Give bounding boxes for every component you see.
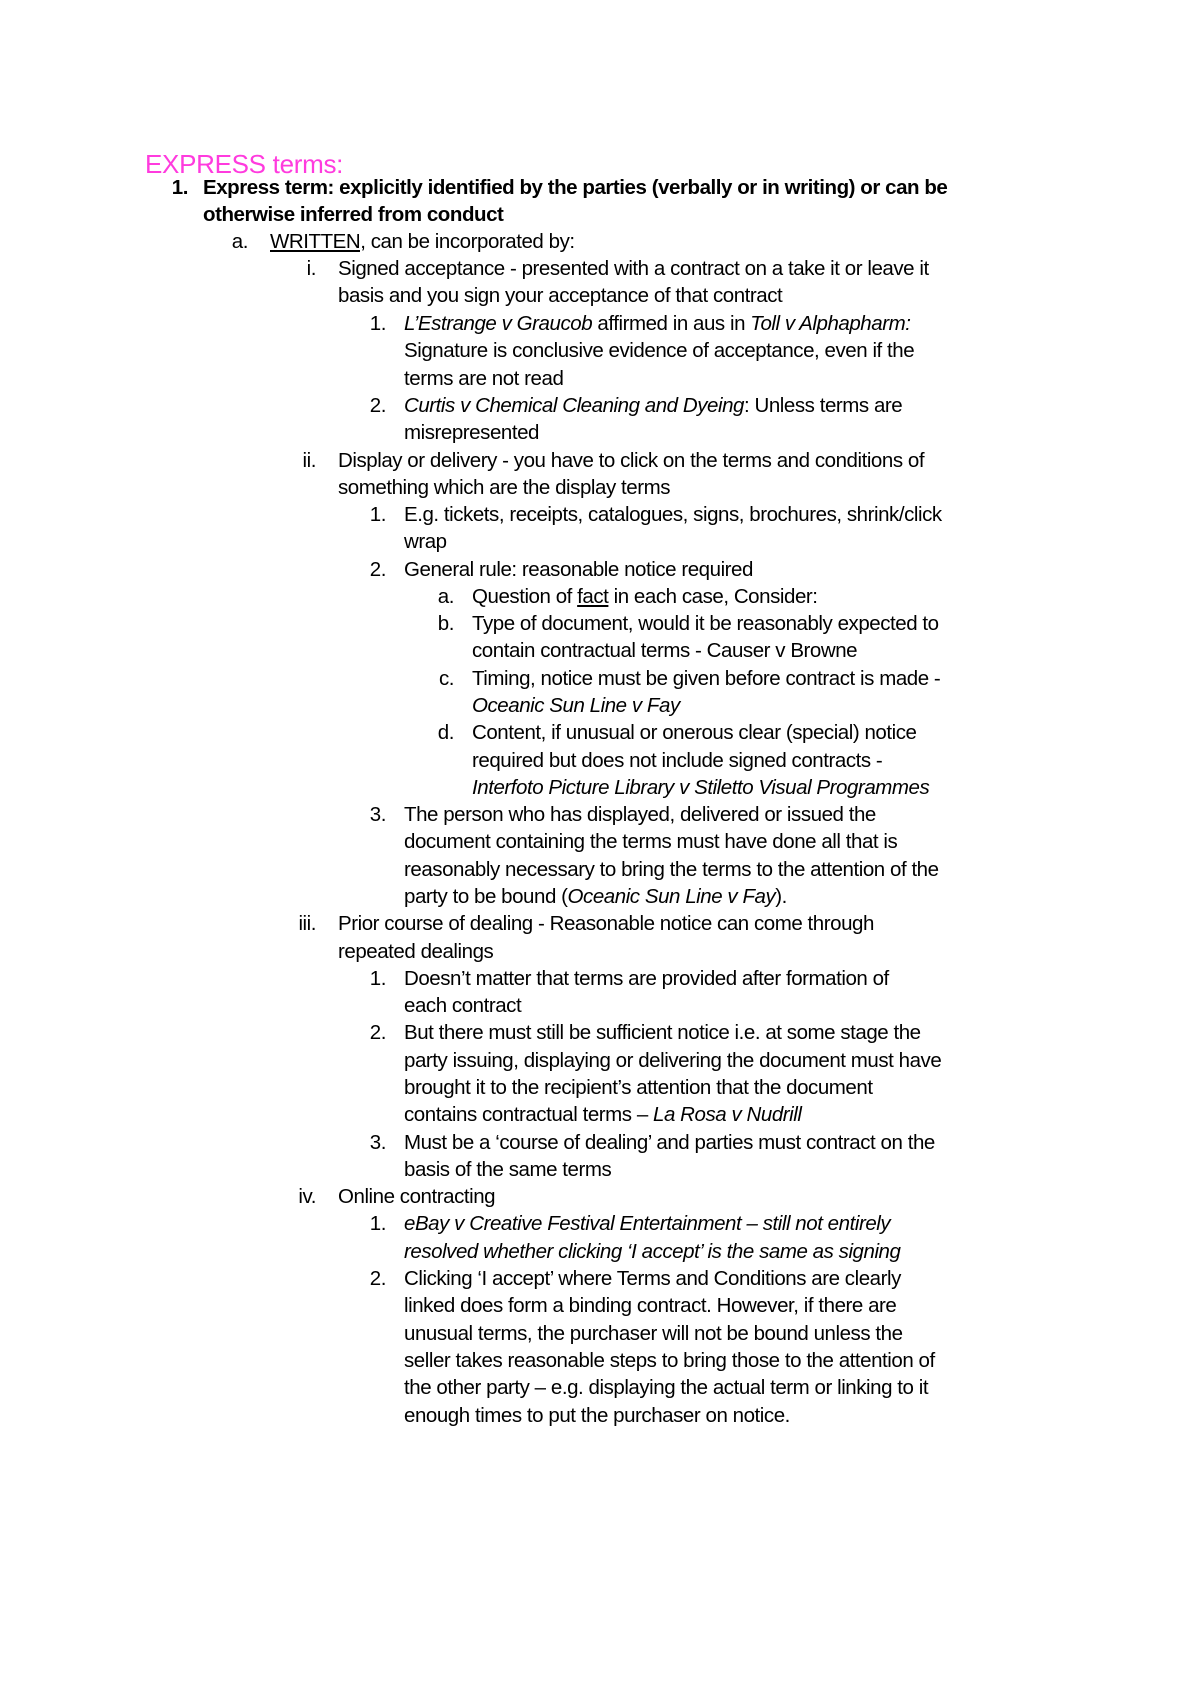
text-run: Online contracting — [338, 1185, 496, 1208]
text-line — [404, 309, 910, 338]
text-line — [338, 473, 670, 502]
text-run: Prior course of dealing - Reasonable notice can come through — [338, 912, 874, 935]
list-marker: d. — [437, 721, 454, 744]
text-line — [404, 1128, 935, 1157]
text-run: : Unless terms are — [744, 394, 903, 417]
text-run: in each case, Consider: — [608, 585, 818, 608]
text-line — [404, 391, 902, 420]
text-run: unusual terms, the purchaser will not be bound unless the — [404, 1322, 903, 1345]
text-line — [404, 1046, 941, 1075]
text-run: linked does form a binding contract. However, if there are — [404, 1294, 897, 1317]
list-marker: iv. — [298, 1185, 316, 1208]
text-line — [472, 582, 818, 611]
list-marker: a. — [437, 585, 454, 608]
text-run: Content, if unusual or onerous clear (special) notice — [472, 721, 917, 744]
case-citation: La Rosa v Nudrill — [653, 1103, 802, 1126]
text-line — [404, 1155, 611, 1184]
text-line — [338, 281, 782, 310]
text-run: party issuing, displaying or delivering the document must have — [404, 1049, 942, 1072]
text-run: contain contractual terms - Causer v Browne — [472, 639, 858, 662]
list-marker: 2. — [369, 558, 386, 581]
text-line — [404, 527, 447, 556]
text-run: terms are not read — [404, 367, 564, 390]
text-line — [404, 991, 521, 1020]
text-line — [404, 336, 914, 365]
text-run: seller takes reasonable steps to bring those to the attention of — [404, 1349, 935, 1372]
text-run: basis and you sign your acceptance of that contract — [338, 284, 783, 307]
text-line — [472, 746, 882, 775]
text-run: party to be bound ( — [404, 885, 568, 908]
text-run: Must be a ‘course of dealing’ and parties must contract on the — [404, 1131, 935, 1154]
text-run: document containing the terms must have done all that is — [404, 830, 898, 853]
text-line — [404, 1291, 896, 1320]
case-citation: resolved whether clicking ‘I accept’ is the same as signing — [404, 1240, 901, 1263]
text-line — [472, 718, 917, 747]
text-run: Signed acceptance - presented with a contract on a take it or leave it — [338, 257, 929, 280]
text-line — [404, 1373, 928, 1402]
text-line — [338, 909, 874, 938]
case-citation: L’Estrange v Graucob — [404, 312, 593, 335]
text-run: contains contractual terms – — [404, 1103, 654, 1126]
list-marker: iii. — [298, 912, 316, 935]
text-line — [404, 1264, 901, 1293]
text-run: Signature is conclusive evidence of acceptance, even if the — [404, 339, 915, 362]
text-run: enough times to put the purchaser on notice. — [404, 1404, 790, 1427]
list-marker: 1. — [369, 312, 386, 335]
list-marker: 2. — [369, 394, 386, 417]
list-marker: 1. — [171, 176, 188, 199]
text-run: But there must still be sufficient notice i.e. at some stage the — [404, 1021, 921, 1044]
text-run: each contract — [404, 994, 522, 1017]
page-title: EXPRESS terms: — [145, 149, 344, 179]
text-run: something which are the display terms — [338, 476, 671, 499]
text-run: Timing, notice must be given before contract is made - — [472, 667, 941, 690]
text-line — [472, 773, 929, 802]
text-line — [203, 173, 947, 202]
text-line — [404, 364, 563, 393]
text-line — [338, 937, 493, 966]
text-line — [472, 691, 680, 720]
text-run: Clicking ‘I accept’ where Terms and Conditions are clearly — [404, 1267, 901, 1290]
list-marker: c. — [438, 667, 454, 690]
case-citation: eBay v Creative Festival Entertainment – still not entirely — [404, 1212, 891, 1235]
text-run: wrap — [404, 530, 447, 553]
text-run: misrepresented — [404, 421, 539, 444]
underlined-text: WRITTEN, — [270, 230, 366, 253]
text-run: Doesn’t matter that terms are provided after formation of — [404, 967, 889, 990]
list-marker: i. — [306, 257, 316, 280]
text-run: Type of document, would it be reasonably expected to — [472, 612, 939, 635]
list-marker: b. — [437, 612, 454, 635]
text-run: Display or delivery - you have to click on the terms and conditions of — [338, 449, 925, 472]
text-line — [404, 418, 539, 447]
text-run: repeated dealings — [338, 940, 494, 963]
case-citation: Oceanic Sun Line v Fay — [472, 694, 680, 717]
text-run: E.g. tickets, receipts, catalogues, signs, brochures, shrink/click — [404, 503, 942, 526]
text-line — [472, 636, 857, 665]
text-line — [338, 1182, 495, 1211]
text-line — [203, 200, 503, 229]
text-run: General rule: reasonable notice required — [404, 558, 753, 581]
text-line — [404, 1209, 890, 1238]
list-marker: 1. — [369, 967, 386, 990]
text-line — [472, 609, 939, 638]
text-line — [404, 1401, 790, 1430]
text-line — [404, 1346, 935, 1375]
text-line — [338, 254, 929, 283]
text-line — [404, 1018, 921, 1047]
list-marker: a. — [231, 230, 248, 253]
text-line — [270, 227, 575, 256]
text-line — [404, 1100, 801, 1129]
text-line — [404, 882, 787, 911]
text-run: otherwise inferred from conduct — [203, 203, 504, 226]
text-run: ). — [775, 885, 787, 908]
case-citation: Curtis v Chemical Cleaning and Dyeing — [404, 394, 744, 417]
text-line — [404, 1073, 873, 1102]
text-run: brought it to the recipient’s attention that the document — [404, 1076, 873, 1099]
text-run: affirmed in aus in — [592, 312, 751, 335]
text-line — [404, 800, 876, 829]
text-line — [404, 500, 942, 529]
text-line — [472, 664, 940, 693]
text-run: the other party – e.g. displaying the actual term or linking to it — [404, 1376, 929, 1399]
list-marker: 2. — [369, 1021, 386, 1044]
list-marker: 2. — [369, 1267, 386, 1290]
text-line — [404, 827, 897, 856]
list-marker: 3. — [369, 1131, 386, 1154]
list-marker: 1. — [369, 503, 386, 526]
text-run: reasonably necessary to bring the terms to the attention of the — [404, 858, 939, 881]
case-citation: Toll v Alphapharm: — [750, 312, 911, 335]
text-run: basis of the same terms — [404, 1158, 612, 1181]
text-line — [404, 964, 889, 993]
text-run: required but does not include signed contracts - — [472, 749, 883, 772]
case-citation: Interfoto Picture Library v Stiletto Visual Programmes — [472, 776, 930, 799]
list-marker: ii. — [302, 449, 316, 472]
list-marker: 1. — [369, 1212, 386, 1235]
text-line — [404, 1237, 900, 1266]
text-line — [404, 855, 939, 884]
text-run: can be incorporated by: — [365, 230, 575, 253]
text-run: The person who has displayed, delivered or issued the — [404, 803, 876, 826]
text-run: Question of — [472, 585, 578, 608]
text-line — [404, 555, 753, 584]
case-citation: Oceanic Sun Line v Fay — [567, 885, 776, 908]
text-line — [338, 446, 924, 475]
underlined-text: fact — [577, 585, 609, 608]
text-line — [404, 1319, 903, 1348]
list-marker: 3. — [369, 803, 386, 826]
text-run: Express term: explicitly identified by the parties (verbally or in writing) or can be — [203, 176, 948, 199]
